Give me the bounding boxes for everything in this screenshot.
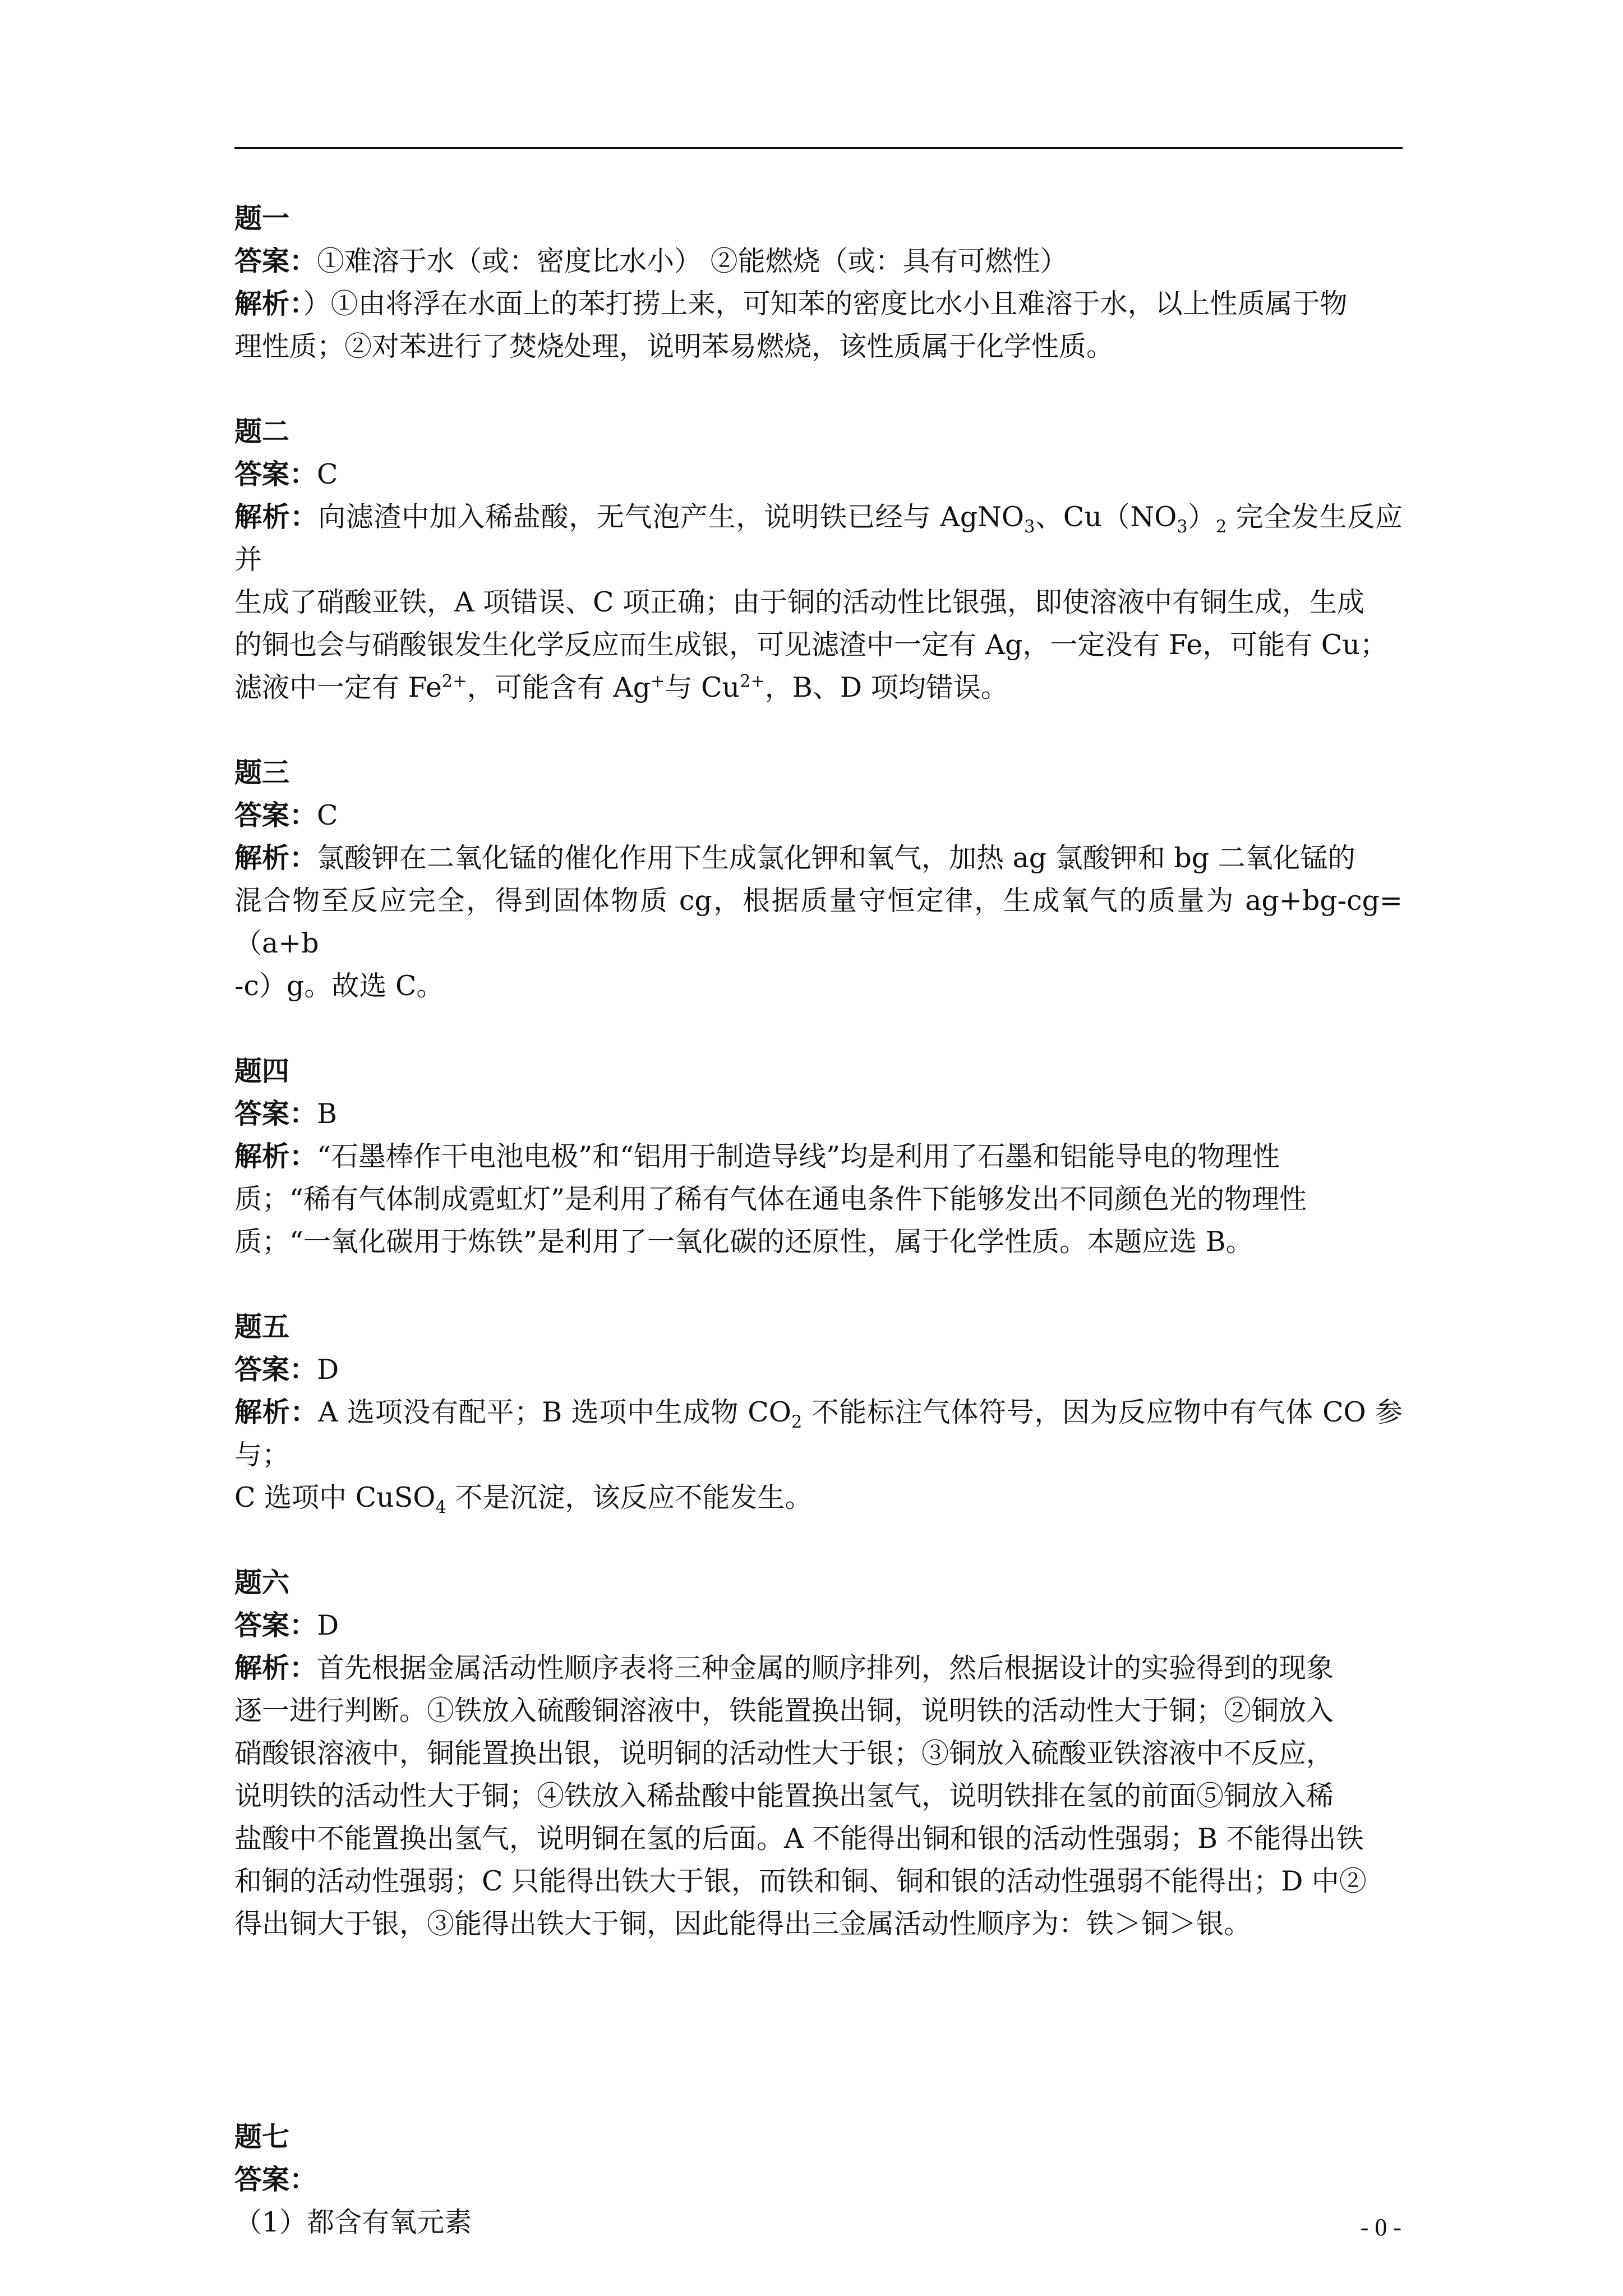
analysis-line: 得出铜大于银，③能得出铁大于铜，因此能得出三金属活动性顺序为：铁＞铜＞银。 xyxy=(234,1908,1252,1940)
analysis-line: 生成了硝酸亚铁，A 项错误、C 项正确；由于铜的活动性比银强，即使溶液中有铜生成，生成 xyxy=(234,586,1365,618)
superscript: 2+ xyxy=(740,671,765,692)
question-4 xyxy=(234,1050,1403,1263)
answer-line xyxy=(234,453,1403,496)
answer-line xyxy=(234,1093,1403,1135)
answer-text: D xyxy=(317,1354,339,1386)
answer-line xyxy=(234,1349,1403,1391)
answer-text: ①难溶于水（或：密度比水小） ②能燃烧（或：具有可燃性） xyxy=(317,245,1068,277)
answer-text: D xyxy=(317,1609,339,1641)
question-3 xyxy=(234,752,1403,1007)
analysis-label: 解析： xyxy=(234,1396,319,1428)
superscript: + xyxy=(651,671,665,692)
analysis-line: 逐一进行判断。①铁放入硫酸铜溶液中，铁能置换出铜，说明铁的活动性大于铜；②铜放入 xyxy=(234,1695,1334,1727)
analysis-line xyxy=(234,1391,1403,1476)
analysis-text: ）①由将浮在水面上的苯打捞上来，可知苯的密度比水小且难溶于水，以上性质属于物 xyxy=(303,288,1348,320)
answer-label: 答案： xyxy=(234,245,317,277)
question-title: 题六 xyxy=(234,1567,290,1599)
subscript: 3 xyxy=(1024,517,1035,537)
analysis-text: ，B、D 项均错误。 xyxy=(764,671,1008,703)
analysis-line: 说明铁的活动性大于铜；④铁放入稀盐酸中能置换出氢气，说明铁排在氢的前面⑤铜放入稀 xyxy=(234,1780,1334,1812)
analysis-text: 首先根据金属活动性顺序表将三种金属的顺序排列，然后根据设计的实验得到的现象 xyxy=(317,1652,1334,1684)
analysis-line xyxy=(234,837,1403,880)
document-body xyxy=(234,197,1403,2286)
analysis-line: 理性质；②对苯进行了焚烧处理，说明苯易燃烧，该性质属于化学性质。 xyxy=(234,330,1114,362)
subscript: 4 xyxy=(435,1497,446,1517)
analysis-label: 解析： xyxy=(234,1140,317,1172)
analysis-label: 解析： xyxy=(234,842,317,874)
question-2 xyxy=(234,411,1403,709)
analysis-text: “石墨棒作干电池电极”和“铝用于制造导线”均是利用了石墨和铝能导电的物理性 xyxy=(317,1140,1280,1172)
analysis-line: 混合物至反应完全，得到固体物质 cg，根据质量守恒定律，生成氧气的质量为 ag+bg-cg=（a+b xyxy=(234,885,1403,959)
analysis-line: 的铜也会与硝酸银发生化学反应而生成银，可见滤渣中一定有 Ag，一定没有 Fe，可能有 Cu； xyxy=(234,629,1387,661)
answer-label: 答案： xyxy=(234,1609,317,1641)
answer-label: 答案： xyxy=(234,2164,317,2196)
analysis-line: 和铜的活动性强弱；C 只能得出铁大于银，而铁和铜、铜和银的活动性强弱不能得出；D 中② xyxy=(234,1865,1367,1897)
analysis-line xyxy=(234,666,1403,709)
analysis-text: 不能标注气体符号，因为反应物中有气体 CO 参与； xyxy=(234,1396,1403,1471)
answer-label: 答案： xyxy=(234,458,317,490)
answer-label: 答案： xyxy=(234,1098,317,1130)
analysis-label: 解析： xyxy=(234,1652,317,1684)
question-6 xyxy=(234,1562,1403,1945)
question-title: 题二 xyxy=(234,416,290,448)
answer-line xyxy=(234,240,1403,283)
question-title: 题五 xyxy=(234,1311,290,1343)
analysis-text: ，可能含有 Ag xyxy=(467,671,651,703)
analysis-line xyxy=(234,1135,1403,1178)
header-rule xyxy=(234,147,1403,149)
subscript: 2 xyxy=(791,1412,803,1432)
answer-line xyxy=(234,794,1403,837)
blank-space xyxy=(234,1988,1403,2116)
analysis-text: ） xyxy=(1187,501,1216,533)
analysis-text: 氯酸钾在二氧化锰的催化作用下生成氯化钾和氧气，加热 ag 氯酸钾和 bg 二氧化锰的 xyxy=(317,842,1355,874)
analysis-line: 盐酸中不能置换出氢气，说明铜在氢的后面。A 不能得出铜和银的活动性强弱；B 不能得出铁 xyxy=(234,1823,1364,1855)
analysis-line xyxy=(234,1476,1403,1519)
analysis-text: 不是沉淀，该反应不能发生。 xyxy=(446,1481,813,1513)
answer-text: C xyxy=(317,458,338,490)
analysis-label: 解析： xyxy=(234,288,303,320)
question-5 xyxy=(234,1306,1403,1519)
analysis-line xyxy=(234,283,1403,325)
analysis-text: 、Cu（NO xyxy=(1035,501,1177,533)
answer-item: （1）都含有氧元素 xyxy=(234,2206,472,2238)
answer-label: 答案： xyxy=(234,799,317,831)
answer-line xyxy=(234,1604,1403,1647)
subscript: 2 xyxy=(1215,517,1227,537)
subscript: 3 xyxy=(1177,517,1188,537)
analysis-text: C 选项中 CuSO xyxy=(234,1481,436,1513)
question-title: 题一 xyxy=(234,203,290,234)
answer-text: B xyxy=(317,1098,338,1130)
analysis-text: 向滤渣中加入稀盐酸，无气泡产生，说明铁已经与 AgNO xyxy=(318,501,1025,533)
answer-label: 答案： xyxy=(234,1354,317,1386)
question-1 xyxy=(234,197,1403,368)
analysis-text: 完全发生反应并 xyxy=(234,501,1403,576)
question-title: 题七 xyxy=(234,2121,290,2153)
question-7 xyxy=(234,2116,1403,2244)
analysis-line xyxy=(234,1647,1403,1690)
question-title: 题三 xyxy=(234,757,290,789)
analysis-text: A 选项没有配平；B 选项中生成物 CO xyxy=(318,1396,791,1428)
analysis-line: -c）g。故选 C。 xyxy=(234,970,444,1002)
analysis-text: 滤液中一定有 Fe xyxy=(234,671,442,703)
page-number: - 0 - xyxy=(1360,2214,1401,2241)
analysis-label: 解析： xyxy=(234,501,319,533)
analysis-line: 质；“稀有气体制成霓虹灯”是利用了稀有气体在通电条件下能够发出不同颜色光的物理性 xyxy=(234,1183,1307,1215)
analysis-line: 质；“一氧化碳用于炼铁”是利用了一氧化碳的还原性，属于化学性质。本题应选 B。 xyxy=(234,1226,1253,1258)
analysis-text: 与 Cu xyxy=(665,671,740,703)
superscript: 2+ xyxy=(441,671,467,692)
answer-text: C xyxy=(317,799,338,831)
analysis-line: 硝酸银溶液中，铜能置换出银，说明铜的活动性大于银；③铜放入硫酸亚铁溶液中不反应， xyxy=(234,1737,1334,1769)
analysis-line xyxy=(234,496,1403,581)
question-title: 题四 xyxy=(234,1055,290,1087)
